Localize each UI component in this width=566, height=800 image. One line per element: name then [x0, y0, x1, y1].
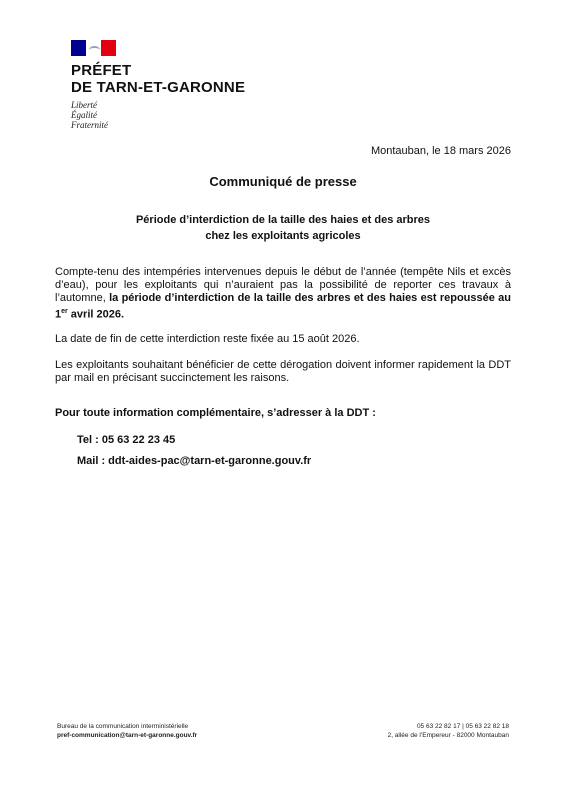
contact-email: Mail : ddt-aides-pac@tarn-et-garonne.gouv.fr: [77, 455, 312, 467]
republic-flag-icon: [71, 40, 116, 56]
document-title: Communiqué de presse: [209, 174, 357, 189]
motto-egalite: Égalité: [71, 110, 97, 120]
prefecture-logo: [71, 40, 245, 130]
footer-right: [388, 722, 509, 740]
subject-line2: chez les exploitants agricoles: [205, 230, 361, 242]
paragraph-3: Les exploitants souhaitant bénéficier de cette dérogation doivent informer rapidement la DDT par mail en précisant succinctement les raisons.: [55, 359, 511, 384]
paragraph-1-intro: Compte-tenu des intempéries intervenues depuis le début de l’année (tempête Nils et excès d’eau), pour les exploitants qui n’auraient pas la possibilité de reporter ces travaux à l’automne,: [55, 266, 511, 304]
motto-liberte: Liberté: [71, 100, 97, 110]
paragraph-1-bold-end: avril 2026.: [67, 308, 125, 321]
subject-heading: [0, 212, 566, 244]
paragraph-1-sup: er: [61, 308, 68, 315]
footer-address: 2, allée de l’Empereur - 82000 Montauban: [387, 732, 509, 739]
republic-motto: [71, 100, 245, 130]
prefet-title-line2: DE TARN-ET-GARONNE: [71, 79, 246, 96]
date-line: Montauban, le 18 mars 2026: [370, 145, 511, 157]
subject-line1: Période d’interdiction de la taille des haies et des arbres: [135, 214, 431, 226]
paragraph-1: [55, 266, 511, 322]
footer-office-name: Bureau de la communication interministérielle: [57, 723, 189, 730]
info-heading: Pour toute information complémentaire, s’adresser à la DDT :: [55, 407, 376, 419]
paragraph-2: La date de fin de cette interdiction reste fixée au 15 août 2026.: [55, 333, 360, 345]
footer-email: pref-communication@tarn-et-garonne.gouv.fr: [57, 732, 198, 739]
footer-phones: 05 63 22 82 17 | 05 63 22 82 18: [416, 723, 509, 730]
footer-left: [57, 722, 197, 740]
motto-fraternite: Fraternité: [71, 120, 108, 130]
prefet-title-line1: PRÉFET: [71, 62, 132, 79]
contact-phone: Tel : 05 63 22 23 45: [77, 434, 176, 446]
prefet-title: [71, 62, 245, 96]
paragraph-1-bold: la période d’interdiction de la taille des arbres et des haies est repoussée au 1: [55, 292, 512, 321]
